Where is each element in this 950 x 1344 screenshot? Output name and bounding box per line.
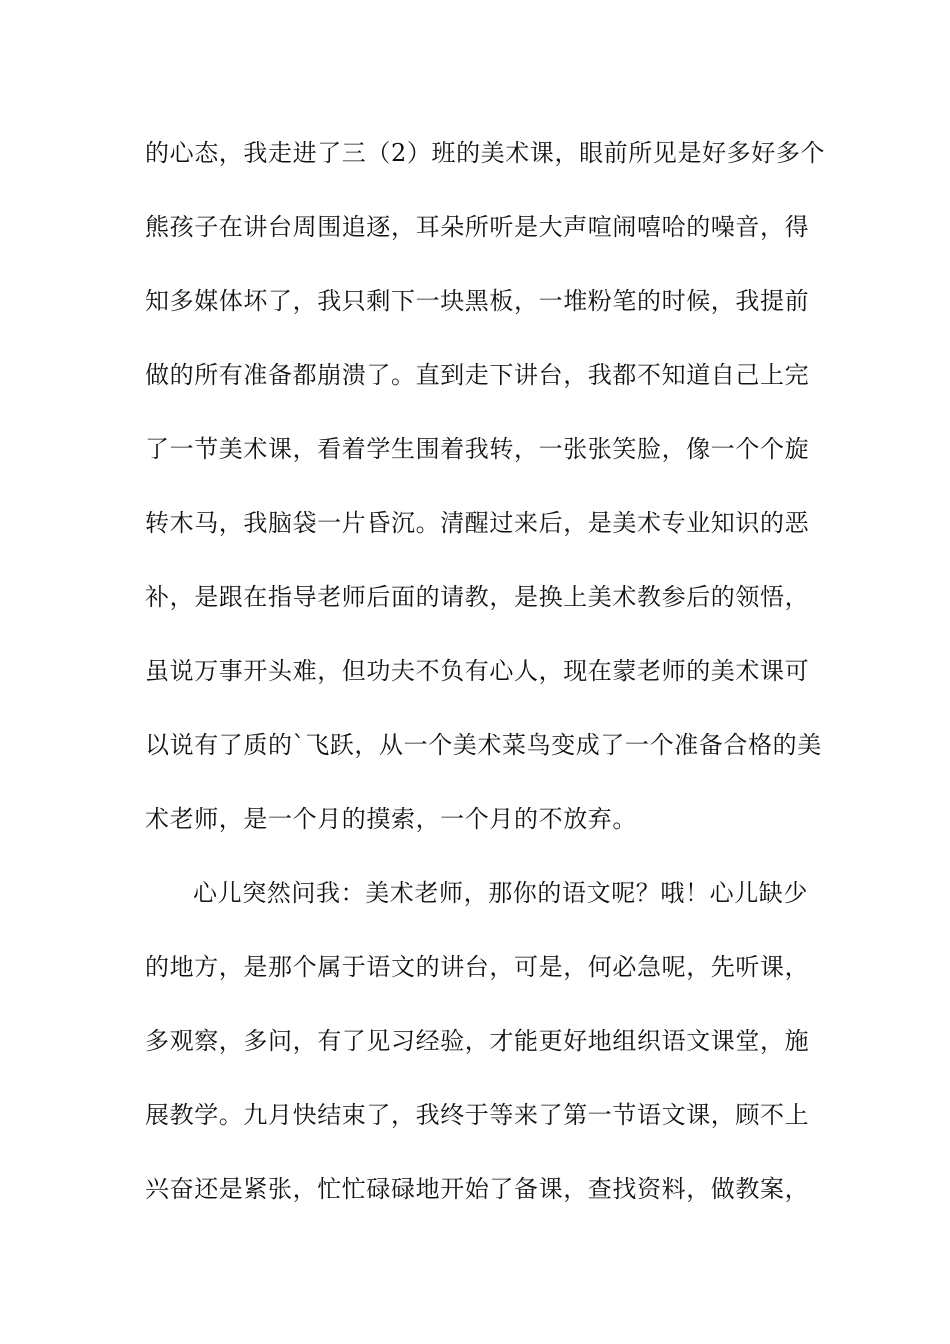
text-line: 知多媒体坏了，我只剩下一块黑板，一堆粉笔的时候，我提前 bbox=[145, 287, 810, 315]
text-line: 心儿突然问我：美术老师，那你的语文呢？哦！心儿缺少 bbox=[193, 879, 808, 907]
text-line: 补，是跟在指导老师后面的请教，是换上美术教参后的领悟， bbox=[145, 583, 810, 611]
text-line: 术老师，是一个月的摸索，一个月的不放弃。 bbox=[145, 805, 637, 833]
text-line: 多观察，多问，有了见习经验，才能更好地组织语文课堂，施 bbox=[145, 1027, 810, 1055]
text-line: 做的所有准备都崩溃了。直到走下讲台，我都不知道自己上完 bbox=[145, 361, 810, 389]
text-line: 以说有了质的`飞跃，从一个美术菜鸟变成了一个准备合格的美 bbox=[145, 731, 822, 759]
text-line: 的地方，是那个属于语文的讲台，可是，何必急呢，先听课， bbox=[145, 953, 810, 981]
text-line: 兴奋还是紧张，忙忙碌碌地开始了备课，查找资料，做教案， bbox=[145, 1175, 810, 1203]
text-line: 熊孩子在讲台周围追逐，耳朵所听是大声喧闹嘻哈的噪音，得 bbox=[145, 213, 810, 241]
text-line: 虽说万事开头难，但功夫不负有心人，现在蒙老师的美术课可 bbox=[145, 657, 810, 685]
text-line: 转木马，我脑袋一片昏沉。清醒过来后，是美术专业知识的恶 bbox=[145, 509, 810, 537]
text-line: 展教学。九月快结束了，我终于等来了第一节语文课，顾不上 bbox=[145, 1101, 810, 1129]
text-line: 了一节美术课，看着学生围着我转，一张张笑脸，像一个个旋 bbox=[145, 435, 810, 463]
text-line: 的心态，我走进了三（2）班的美术课，眼前所见是好多好多个 bbox=[145, 139, 826, 167]
